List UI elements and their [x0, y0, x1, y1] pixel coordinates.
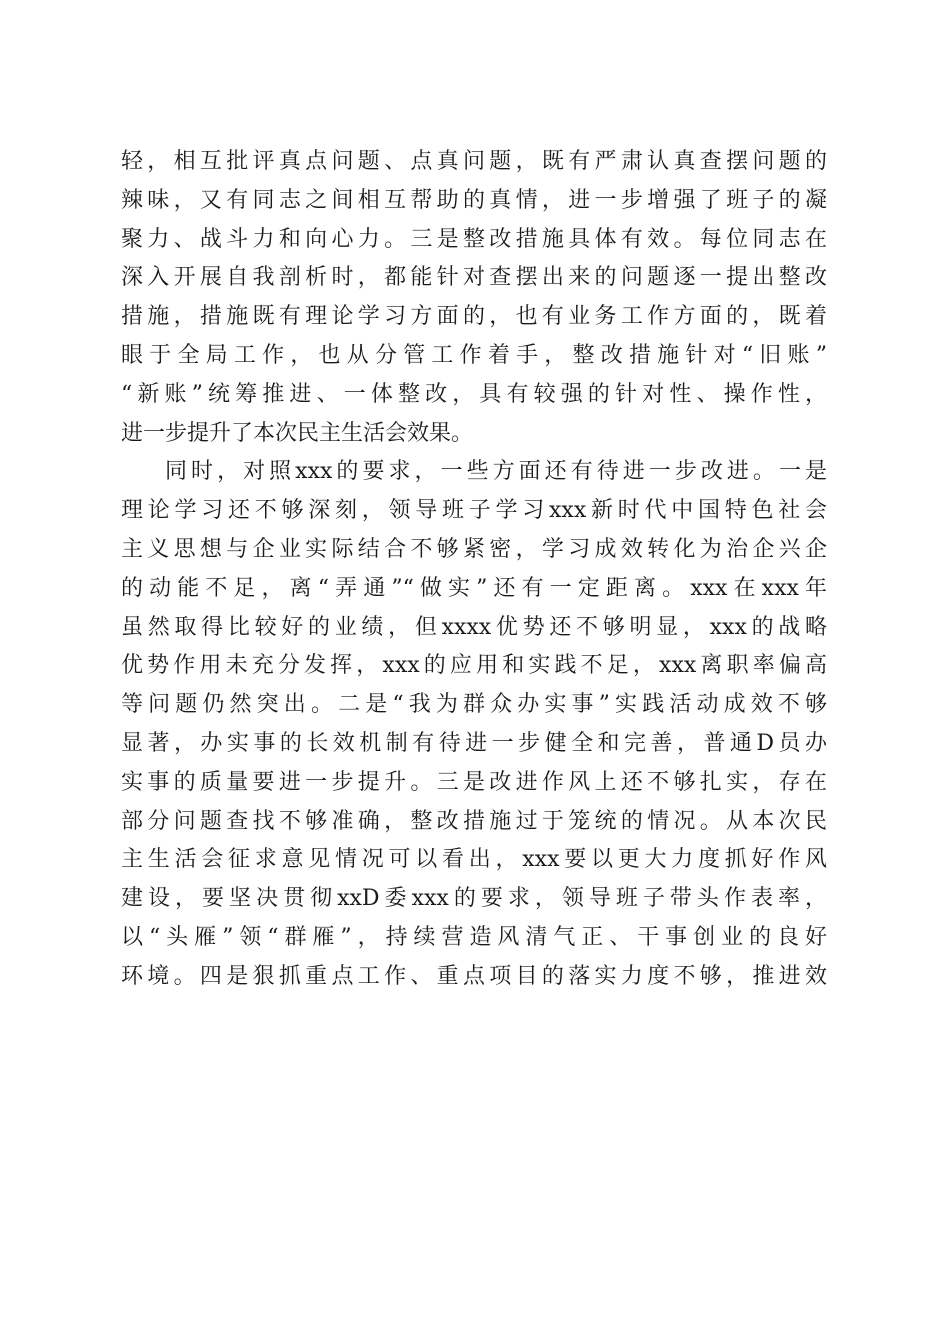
text-line: 的动能不足，离“弄通”“做实”还有一定距离。xxx在xxx年 [121, 575, 827, 601]
body-text [121, 143, 827, 997]
text-line: 优势作用未充分发挥，xxx的应用和实践不足，xxx离职率偏高 [121, 653, 827, 679]
text-line: “新账”统筹推进、一体整改，具有较强的针对性、操作性， [121, 381, 827, 407]
text-line: 同时，对照xxx的要求，一些方面还有待进一步改进。一是 [165, 459, 827, 485]
text-line: 部分问题查找不够准确，整改措施过于笼统的情况。从本次民 [121, 808, 827, 834]
text-line: 环境。四是狠抓重点工作、重点项目的落实力度不够，推进效 [121, 963, 827, 989]
text-line: 建设，要坚决贯彻xxD委xxx的要求，领导班子带头作表率， [121, 886, 827, 912]
text-line: 进一步提升了本次民主生活会效果。 [121, 420, 474, 446]
text-line: 聚力、战斗力和向心力。三是整改措施具体有效。每位同志在 [121, 226, 827, 252]
text-line: 主生活会征求意见情况可以看出，xxx要以更大力度抓好作风 [121, 847, 827, 873]
text-line: 以“头雁”领“群雁”，持续营造风清气正、干事创业的良好 [121, 924, 827, 950]
paragraph-2 [121, 453, 827, 996]
text-line: 轻，相互批评真点问题、点真问题，既有严肃认真查摆问题的 [121, 149, 827, 174]
text-line: 措施，措施既有理论学习方面的，也有业务工作方面的，既着 [121, 304, 827, 330]
text-line: 虽然取得比较好的业绩，但xxxx优势还不够明显，xxx的战略 [121, 614, 827, 640]
text-line: 理论学习还不够深刻，领导班子学习xxx新时代中国特色社会 [121, 498, 827, 524]
text-line: 深入开展自我剖析时，都能针对查摆出来的问题逐一提出整改 [121, 265, 827, 291]
text-line: 眼于全局工作，也从分管工作着手，整改措施针对“旧账” [121, 342, 827, 368]
text-line: 主义思想与企业实际结合不够紧密，学习成效转化为治企兴企 [121, 536, 827, 562]
text-line: 辣味，又有同志之间相互帮助的真情，进一步增强了班子的凝 [121, 187, 827, 213]
text-line: 实事的质量要进一步提升。三是改进作风上还不够扎实，存在 [121, 769, 827, 795]
text-line: 等问题仍然突出。二是“我为群众办实事”实践活动成效不够 [121, 692, 827, 718]
paragraph-1 [121, 143, 827, 453]
text-line: 显著，办实事的长效机制有待进一步健全和完善，普通D员办 [121, 730, 827, 756]
